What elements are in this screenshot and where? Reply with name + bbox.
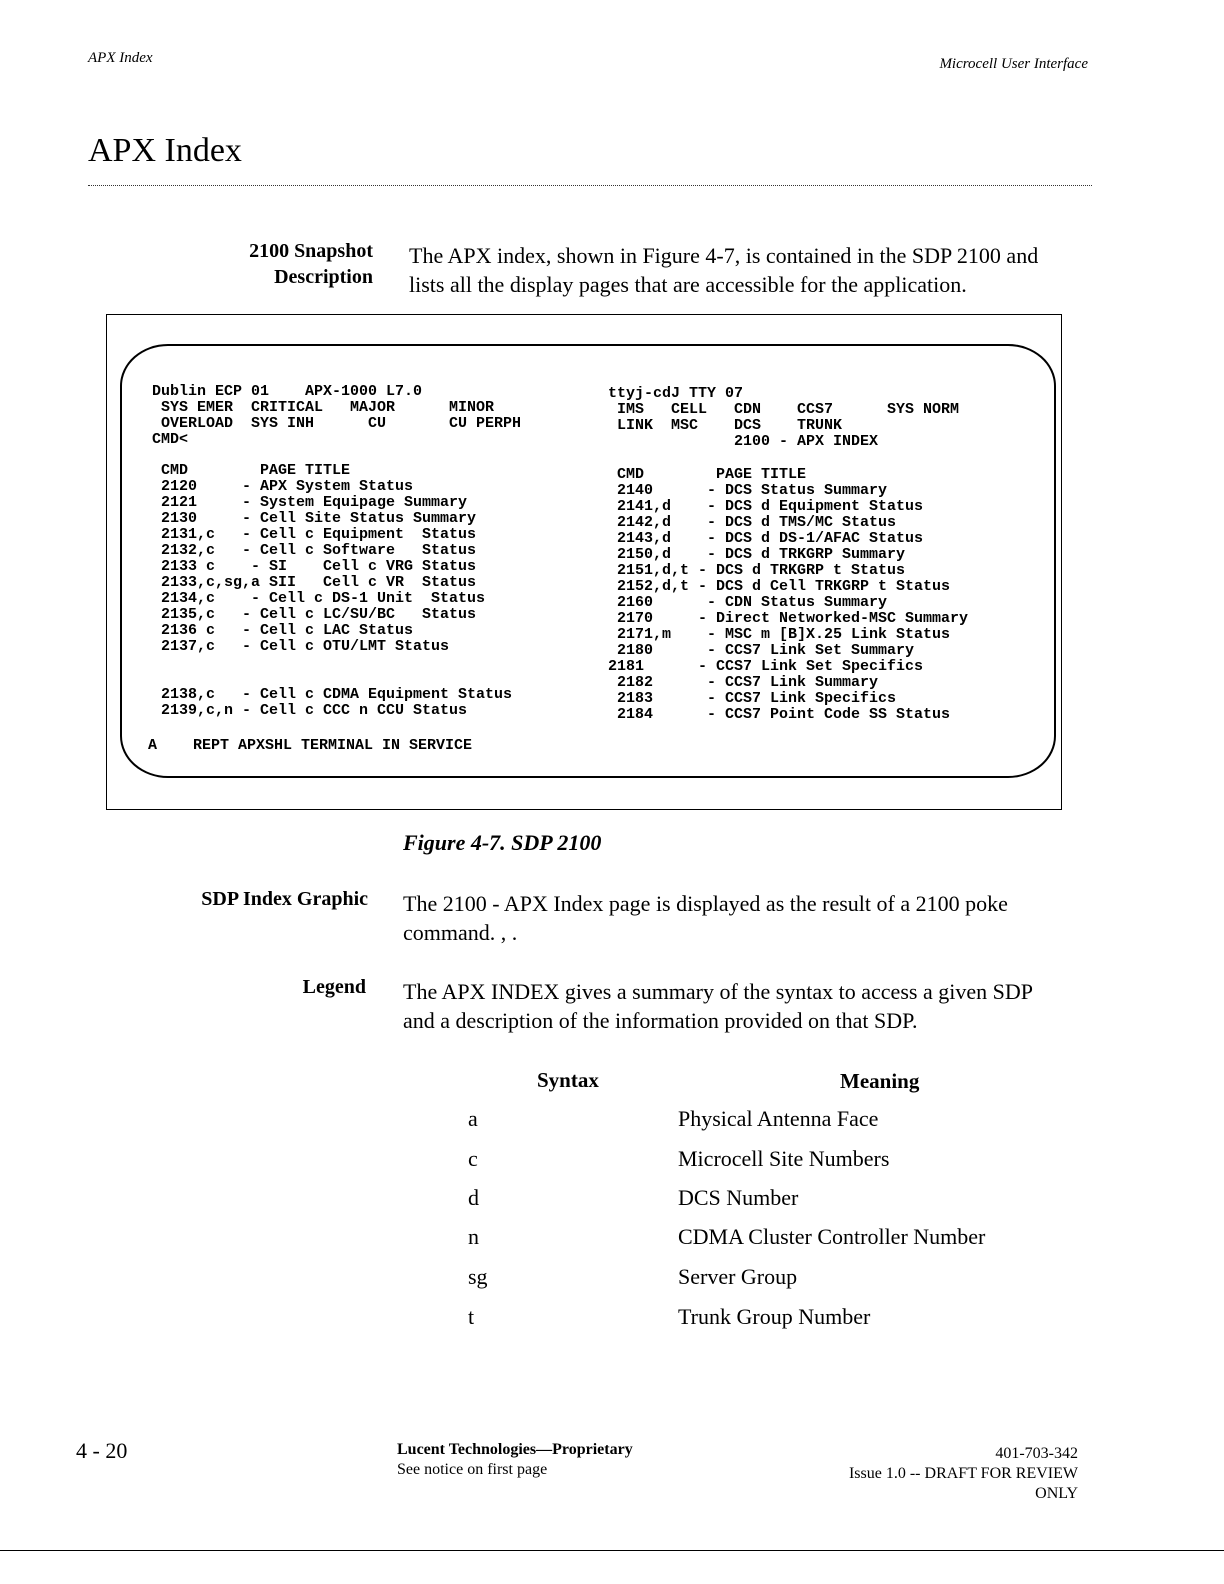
table-cell-meaning: Physical Antenna Face bbox=[678, 1106, 879, 1131]
footer-doc-info bbox=[849, 1444, 1078, 1504]
terminal-left-line: 2137,c - Cell c OTU/LMT Status bbox=[152, 638, 450, 655]
table-cell-syntax: d bbox=[468, 1185, 479, 1210]
terminal-left-line: 2133 c - SI Cell c VRG Status bbox=[152, 558, 477, 575]
terminal-header-line1-right: ttyj-cdJ TTY 07 bbox=[608, 385, 744, 402]
terminal-right-line: 2141,d - DCS d Equipment Status bbox=[608, 498, 924, 515]
table-cell-meaning: CDMA Cluster Controller Number bbox=[678, 1224, 986, 1249]
table-cell-syntax: sg bbox=[468, 1264, 488, 1289]
footer-rule bbox=[0, 1550, 1224, 1551]
terminal-header-right bbox=[608, 386, 959, 450]
legend-text-line1: The APX INDEX gives a summary of the syntax to access a given SDP bbox=[403, 979, 1033, 1004]
snapshot-text-line2: lists all the display pages that are accessible for the application. bbox=[409, 272, 967, 297]
terminal-header-line4-right: 2100 - APX INDEX bbox=[608, 433, 879, 450]
terminal-left-line bbox=[152, 671, 512, 687]
terminal-left-line: 2121 - System Equipage Summary bbox=[152, 494, 468, 511]
snapshot-heading-line1: 2100 Snapshot bbox=[249, 240, 373, 262]
terminal-left-line: 2138,c - Cell c CDMA Equipment Status bbox=[152, 686, 513, 703]
terminal-right-column bbox=[608, 467, 968, 723]
terminal-left-column bbox=[152, 463, 512, 719]
terminal-left-line: CMD PAGE TITLE bbox=[152, 462, 351, 479]
table-cell-meaning: Server Group bbox=[678, 1264, 798, 1289]
terminal-right-line: 2150,d - DCS d TRKGRP Summary bbox=[608, 546, 906, 563]
table-cell-meaning: Microcell Site Numbers bbox=[678, 1146, 890, 1171]
snapshot-text-line1: The APX index, shown in Figure 4-7, is contained in the SDP 2100 and bbox=[409, 243, 1039, 268]
table-header-meaning: Meaning bbox=[840, 1069, 920, 1093]
legend-text-line2: and a description of the information provided on that SDP. bbox=[403, 1008, 918, 1033]
terminal-right-line: 2180 - CCS7 Link Set Summary bbox=[608, 642, 915, 659]
table-cell-syntax: t bbox=[468, 1304, 475, 1329]
snapshot-paragraph bbox=[409, 241, 1038, 299]
terminal-right-line: 2171,m - MSC m [B]X.25 Link Status bbox=[608, 626, 951, 643]
terminal-right-line: 2142,d - DCS d TMS/MC Status bbox=[608, 514, 897, 531]
table-cell-syntax: a bbox=[468, 1106, 478, 1131]
terminal-header-line2-right: IMS CELL CDN CCS7 SYS NORM bbox=[608, 401, 960, 418]
running-header-left: APX Index bbox=[88, 50, 153, 66]
figure-caption: Figure 4-7. SDP 2100 bbox=[403, 830, 602, 855]
footer-doc-number: 401-703-342 bbox=[995, 1445, 1078, 1462]
terminal-left-line: 2135,c - Cell c LC/SU/BC Status bbox=[152, 606, 477, 623]
table-cell-meaning: Trunk Group Number bbox=[678, 1304, 871, 1329]
graphic-text-line2: command. , . bbox=[403, 920, 518, 945]
terminal-header-left bbox=[152, 384, 521, 448]
terminal-header-line4-left: CMD< bbox=[152, 431, 189, 448]
snapshot-heading-line2: Description bbox=[274, 266, 373, 288]
graphic-text-line1: The 2100 - APX Index page is displayed as the result of a 2100 poke bbox=[403, 891, 1008, 916]
table-cell-syntax: n bbox=[468, 1224, 479, 1249]
terminal-right-line: 2170 - Direct Networked-MSC Summary bbox=[608, 610, 969, 627]
terminal-left-line: 2132,c - Cell c Software Status bbox=[152, 542, 477, 559]
terminal-right-line: 2184 - CCS7 Point Code SS Status bbox=[608, 706, 951, 723]
snapshot-heading bbox=[249, 238, 373, 290]
legend-paragraph bbox=[403, 977, 1033, 1035]
footer-proprietary bbox=[397, 1440, 633, 1480]
terminal-left-line: 2134,c - Cell c DS-1 Unit Status bbox=[152, 590, 486, 607]
terminal-right-line: 2152,d,t - DCS d Cell TRKGRP t Status bbox=[608, 578, 951, 595]
terminal-left-line: 2120 - APX System Status bbox=[152, 478, 414, 495]
terminal-left-line: 2130 - Cell Site Status Summary bbox=[152, 510, 477, 527]
terminal-left-line: 2133,c,sg,a SII Cell c VR Status bbox=[152, 574, 477, 591]
graphic-paragraph bbox=[403, 889, 1008, 947]
terminal-left-line: 2136 c - Cell c LAC Status bbox=[152, 622, 414, 639]
table-cell-meaning: DCS Number bbox=[678, 1185, 799, 1210]
terminal-right-line: 2143,d - DCS d DS-1/AFAC Status bbox=[608, 530, 924, 547]
terminal-header-line3-right: LINK MSC DCS TRUNK bbox=[608, 417, 843, 434]
page-title: APX Index bbox=[88, 132, 242, 169]
legend-heading: Legend bbox=[302, 976, 366, 998]
terminal-header-line2-left: SYS EMER CRITICAL MAJOR MINOR bbox=[152, 399, 495, 416]
footer-issue-cont: ONLY bbox=[1035, 1485, 1078, 1502]
table-cell-syntax: c bbox=[468, 1146, 478, 1171]
footer-issue: Issue 1.0 -- DRAFT FOR REVIEW bbox=[848, 1465, 1078, 1482]
terminal-right-line: CMD PAGE TITLE bbox=[608, 466, 807, 483]
terminal-header-line1-left: Dublin ECP 01 APX-1000 L7.0 bbox=[152, 383, 423, 400]
terminal-header-line3-left: OVERLOAD SYS INH CU CU PERPH bbox=[152, 415, 522, 432]
footer-notice: See notice on first page bbox=[397, 1461, 548, 1478]
terminal-right-line: 2182 - CCS7 Link Summary bbox=[608, 674, 879, 691]
running-header-right: Microcell User Interface bbox=[939, 56, 1088, 72]
terminal-right-line: 2140 - DCS Status Summary bbox=[608, 482, 888, 499]
terminal-right-line: 2151,d,t - DCS d TRKGRP t Status bbox=[608, 562, 906, 579]
terminal-left-line bbox=[152, 655, 512, 671]
title-divider bbox=[88, 185, 1092, 186]
page-number: 4 - 20 bbox=[76, 1438, 128, 1463]
footer-company: Lucent Technologies—Proprietary bbox=[397, 1441, 633, 1458]
graphic-heading: SDP Index Graphic bbox=[201, 888, 368, 910]
terminal-right-line: 2183 - CCS7 Link Specifics bbox=[608, 690, 897, 707]
terminal-status-line: A REPT APXSHL TERMINAL IN SERVICE bbox=[148, 737, 473, 754]
terminal-right-line: 2181 - CCS7 Link Set Specifics bbox=[608, 658, 924, 675]
terminal-left-line: 2131,c - Cell c Equipment Status bbox=[152, 526, 477, 543]
terminal-left-line: 2139,c,n - Cell c CCC n CCU Status bbox=[152, 702, 468, 719]
terminal-right-line: 2160 - CDN Status Summary bbox=[608, 594, 888, 611]
table-header-syntax: Syntax bbox=[537, 1068, 599, 1092]
